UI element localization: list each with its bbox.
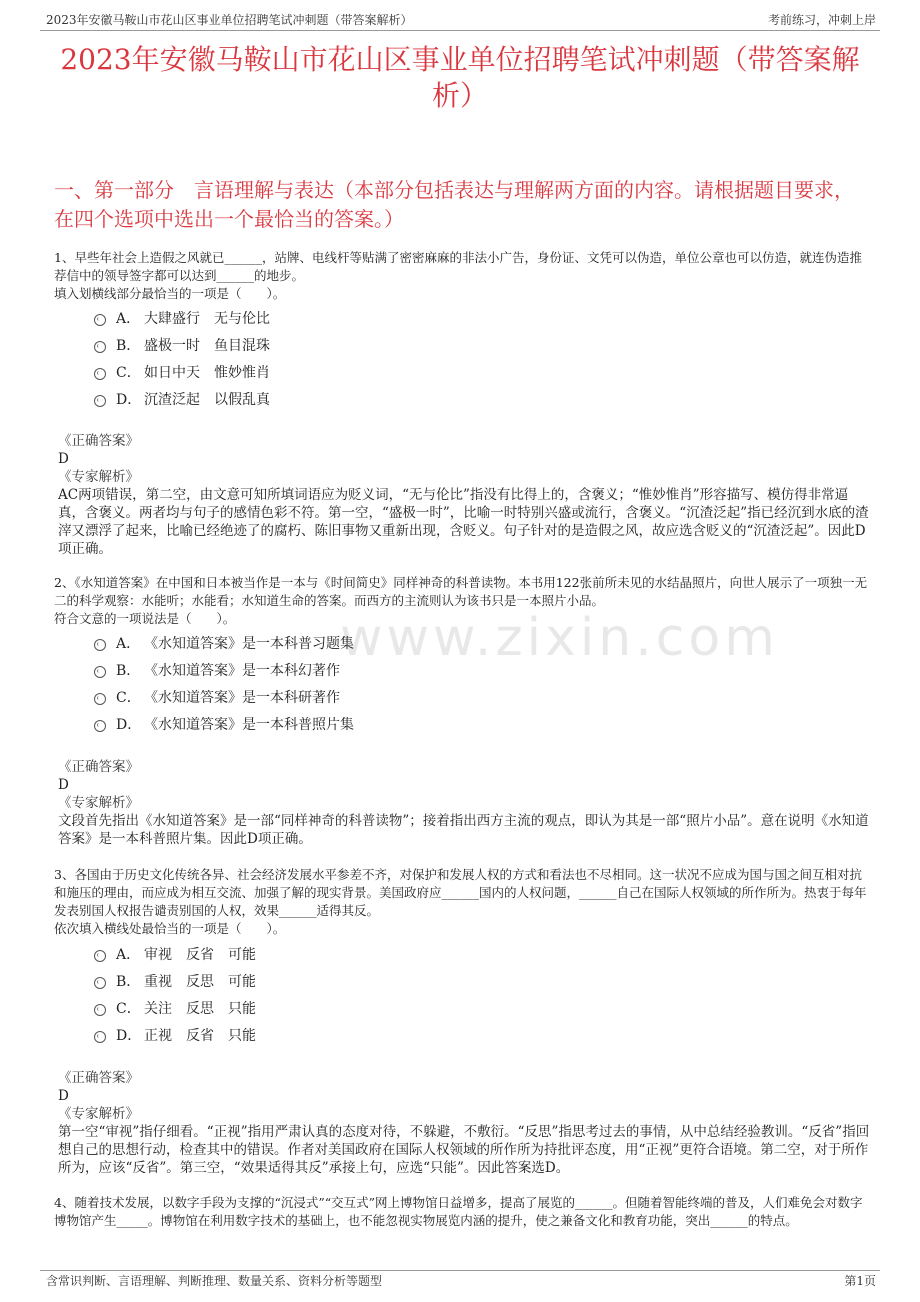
radio-icon[interactable] (94, 1031, 106, 1043)
option-text: 《水知道答案》是一本科幻著作 (144, 663, 340, 679)
option-text: 大肆盛行 无与伦比 (144, 311, 270, 327)
answer-label: 《正确答案》 (58, 759, 139, 775)
radio-icon[interactable] (94, 341, 106, 353)
options-list-3 (94, 945, 256, 1053)
analysis-text: 文段首先指出《水知道答案》是一部“同样神奇的科普读物”；接着指出西方主流的观点，即认为其是一部“照片小品”。意在说明《水知道答案》是一本科普照片集。因此D项正确。 (58, 813, 869, 847)
option-text: 关注 反思 只能 (144, 1001, 256, 1017)
footer-note: 含常识判断、言语理解、判断推理、数量关系、资料分析等题型 (46, 1274, 383, 1288)
analysis-label: 《专家解析》 (58, 1106, 139, 1122)
option-d[interactable]: D． 沉渣泛起 以假乱真 (94, 390, 270, 417)
analysis-label: 《专家解析》 (58, 795, 139, 811)
options-list-2 (94, 634, 354, 742)
radio-icon[interactable] (94, 314, 106, 326)
answer-value: D (58, 451, 69, 467)
options-list-1 (94, 309, 270, 417)
question-prompt: 依次填入横线处最恰当的一项是（ ）。 (54, 921, 286, 936)
radio-icon[interactable] (94, 950, 106, 962)
option-text: 正视 反省 只能 (144, 1028, 256, 1044)
radio-icon[interactable] (94, 395, 106, 407)
option-text: 《水知道答案》是一本科普习题集 (144, 636, 354, 652)
radio-icon[interactable] (94, 720, 106, 732)
question-stem: 1、早些年社会上造假之风就已______，站牌、电线杆等贴满了密密麻麻的非法小广告，身份证、文凭可以伪造，单位公章也可以仿造，就连伪造推荐信中的领导签字都可以达到______的地步。 (54, 250, 862, 283)
header-doc-title: 2023年安徽马鞍山市花山区事业单位招聘笔试冲刺题（带答案解析） (46, 13, 413, 27)
radio-icon[interactable] (94, 639, 106, 651)
radio-icon[interactable] (94, 368, 106, 380)
answer-value: D (58, 1088, 69, 1104)
question-2 (54, 574, 870, 628)
option-a[interactable]: A． 审视 反省 可能 (94, 945, 256, 972)
answer-block-3 (58, 1069, 870, 1177)
answer-label: 《正确答案》 (58, 1070, 139, 1086)
option-b[interactable]: B． 重视 反思 可能 (94, 972, 256, 999)
option-text: 重视 反思 可能 (144, 974, 256, 990)
page-footer (40, 1270, 880, 1288)
question-stem: 2、《水知道答案》在中国和日本被当作是一本与《时间简史》同样神奇的科普读物。本书用122张前所未见的水结晶照片，向世人展示了一项独一无二的科学观察：水能听；水能看；水知道生命的答案。而西方的主流则认为该书只是一本照片小品。 (54, 575, 868, 608)
option-text: 盛极一时 鱼目混珠 (144, 338, 270, 354)
radio-icon[interactable] (94, 1004, 106, 1016)
analysis-text: 第一空“审视”指仔细看。“正视”指用严肃认真的态度对待，不躲避，不敷衍。“反思”指思考过去的事情，从中总结经验教训。“反省”指回想自己的思想行动，检查其中的错误。作者对美国政府在国际人权领域的所作所为持批评态度，用“正视”更符合语境。第二空，对于所作所为，应该“反省”。第三空，“效果适得其反”承接上句，应选“只能”。因此答案选D。 (58, 1124, 870, 1176)
answer-block-1 (58, 432, 870, 558)
question-3 (54, 866, 870, 938)
option-c[interactable]: C． 关注 反思 只能 (94, 999, 256, 1026)
answer-value: D (58, 777, 69, 793)
option-a[interactable]: A． 大肆盛行 无与伦比 (94, 309, 270, 336)
option-c[interactable]: C． 《水知道答案》是一本科研著作 (94, 688, 354, 715)
analysis-text: AC两项错误，第二空，由文意可知所填词语应为贬义词，“无与伦比”指没有比得上的，含褒义；“惟妙惟肖”形容描写、模仿得非常逼真，含褒义。两者均与句子的感情色彩不符。第一空，“盛极一时”，比喻一时特别兴盛或流行，含褒义。“沉渣泛起”指已经沉到水底的渣滓又漂浮了起来，比喻已经绝迹了的腐朽、陈旧事物又重新出现，含贬义。句子针对的是造假之风，故应选含贬义的“沉渣泛起”。因此D项正确。 (58, 487, 869, 557)
page-header (40, 10, 880, 31)
answer-block-2 (58, 758, 870, 848)
page-number: 第1页 (844, 1274, 876, 1288)
question-prompt: 符合文意的一项说法是（ ）。 (54, 611, 236, 626)
question-1 (54, 249, 870, 303)
option-text: 《水知道答案》是一本科普照片集 (144, 717, 354, 733)
document-title: 2023年安徽马鞍山市花山区事业单位招聘笔试冲刺题（带答案解析） (60, 43, 860, 112)
option-a[interactable]: A． 《水知道答案》是一本科普习题集 (94, 634, 354, 661)
header-slogan: 考前练习，冲刺上岸 (767, 13, 876, 27)
option-text: 审视 反省 可能 (144, 947, 256, 963)
option-text: 《水知道答案》是一本科研著作 (144, 690, 340, 706)
option-b[interactable]: B． 盛极一时 鱼目混珠 (94, 336, 270, 363)
question-4 (54, 1194, 870, 1230)
question-stem: 4、随着技术发展，以数字手段为支撑的“沉浸式”“交互式”网上博物馆日益增多，提高了展览的______。但随着智能终端的普及，人们难免会对数字博物馆产生_____。博物馆在利用数字技术的基础上，也不能忽视实物展览内涵的提升，使之兼备文化和教育功能，突出______的特点。 (54, 1195, 863, 1228)
question-stem: 3、各国由于历史文化传统各异、社会经济发展水平参差不齐，对保护和发展人权的方式和看法也不尽相同。这一状况不应成为国与国之间互相对抗和施压的理由，而应成为相互交流、加强了解的现实背景。美国政府应______国内的人权问题，______自己在国际人权领域的所作所为。热衷于每年发表别国人权报告谴责别国的人权，效果______适得其反。 (54, 867, 867, 918)
section-heading: 一、第一部分 言语理解与表达（本部分包括表达与理解两方面的内容。请根据题目要求，在四个选项中选出一个最恰当的答案。） (54, 178, 854, 231)
watermark: www.zixin.com (340, 608, 779, 668)
option-d[interactable]: D． 《水知道答案》是一本科普照片集 (94, 715, 354, 742)
radio-icon[interactable] (94, 977, 106, 989)
analysis-label: 《专家解析》 (58, 469, 139, 485)
option-c[interactable]: C． 如日中天 惟妙惟肖 (94, 363, 270, 390)
answer-label: 《正确答案》 (58, 433, 139, 449)
option-text: 沉渣泛起 以假乱真 (144, 392, 270, 408)
option-text: 如日中天 惟妙惟肖 (144, 365, 270, 381)
radio-icon[interactable] (94, 693, 106, 705)
option-d[interactable]: D． 正视 反省 只能 (94, 1026, 256, 1053)
option-b[interactable]: B． 《水知道答案》是一本科幻著作 (94, 661, 354, 688)
question-prompt: 填入划横线部分最恰当的一项是（ ）。 (54, 286, 286, 301)
radio-icon[interactable] (94, 666, 106, 678)
